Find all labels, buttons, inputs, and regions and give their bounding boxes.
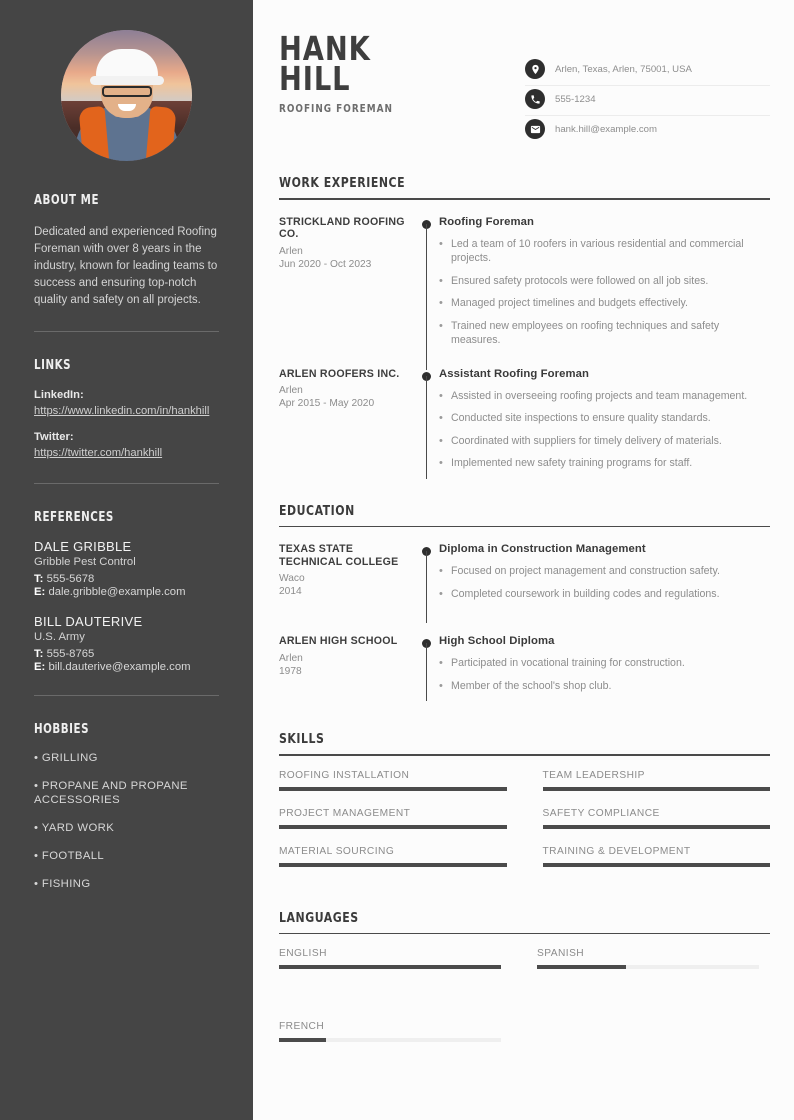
reference-email [34,661,219,673]
list-item: • PROPANE AND PROPANE ACCESSORIES [34,780,188,806]
references-heading: REFERENCES [34,510,114,525]
contact-row-address [525,56,770,86]
links-heading: LINKS [34,358,72,373]
email-label: E: [34,586,46,598]
entry-left [279,216,417,356]
work-entry [279,216,770,356]
photo-vest-left [79,106,110,161]
languages-section [279,910,770,1059]
list-item [439,564,770,579]
address-text: Arlen, Texas, Arlen, 75001, USA [555,63,692,75]
skills-column-right [543,770,771,884]
bullet-icon: • [439,319,443,332]
header [279,29,770,145]
language-bar-fill [537,965,626,969]
list-item: • GRILLING [34,752,98,764]
language-label: FRENCH [279,1021,325,1033]
work-entry [279,368,770,479]
phone-text: 555-1234 [555,93,596,105]
language-item [537,948,759,969]
skill-bar [543,787,771,791]
timeline [417,368,439,479]
job-title: ROOFING FOREMAN [279,102,393,115]
link-label: Twitter: [34,431,74,443]
phone-value: 555-8765 [46,648,95,660]
bullet-icon: • [439,457,443,470]
skills-heading: SKILLS [279,731,325,748]
school-name: TEXAS STATE TECHNICAL COLLEGE [279,543,399,568]
bullet-list [439,389,770,471]
skill-label: MATERIAL SOURCING [279,845,395,857]
entry-right [439,635,770,701]
graduation-year: 1978 [279,665,302,677]
divider [34,483,219,484]
list-item: • FISHING [34,878,91,890]
contact-row-email [525,116,770,145]
list-item [439,456,770,471]
link-item-linkedin [34,388,219,419]
skills-grid [279,770,770,884]
skill-bar [279,825,507,829]
language-bar [537,965,759,969]
hobby-label: FISHING [41,878,91,890]
language-bar-fill [279,965,501,969]
education-entry [279,543,770,609]
bullet-list [439,237,770,348]
bullet-text: Trained new employees on roofing techniques and safety measures. [451,319,720,347]
skill-label: TRAINING & DEVELOPMENT [542,845,691,857]
phone-value: 555-5678 [46,573,95,585]
about-me-heading: ABOUT ME [34,193,100,208]
job-role: Assistant Roofing Foreman [439,367,589,380]
bullet-icon: • [439,412,443,425]
skill-item [543,808,771,829]
language-label: SPANISH [537,948,585,960]
bullet-icon: • [439,237,443,250]
bullet-text: Led a team of 10 roofers in various residential and commercial projects. [451,237,744,265]
glasses-icon [102,86,152,97]
degree-title: Diploma in Construction Management [439,543,646,556]
entry-left [279,543,417,609]
link-item-twitter [34,430,219,461]
work-experience-section [279,175,770,479]
school-name: ARLEN HIGH SCHOOL [279,635,398,648]
entry-left [279,635,417,701]
language-bar-fill [279,1038,326,1042]
skill-item [279,808,507,829]
employer-location: Arlen [279,245,303,257]
bullet-text: Member of the school's shop club. [451,679,612,692]
school-location: Waco [279,573,305,585]
hobbies-section [34,722,219,891]
job-role: Roofing Foreman [439,215,535,228]
phone-label: T: [34,573,44,585]
employer-name: STRICKLAND ROOFING CO. [279,215,405,241]
email-value: dale.gribble@example.com [48,586,186,598]
language-bar [279,965,501,969]
avatar [61,30,192,161]
skill-bar-fill [279,825,507,829]
bullet-icon: • [439,297,443,310]
list-item [439,411,770,426]
link-label: LinkedIn: [34,389,84,401]
bullet-icon: • [439,657,443,670]
divider [279,754,770,756]
hobby-label: PROPANE AND PROPANE ACCESSORIES [34,780,188,806]
about-me-section [34,193,219,332]
bullet-list [439,656,770,693]
link-url-linkedin[interactable]: https://www.linkedin.com/in/hankhill [34,404,210,417]
photo-vest-right [146,106,177,161]
divider [34,331,219,332]
education-entry [279,635,770,701]
timeline-line [426,643,427,701]
skill-bar-fill [279,863,507,867]
reference-name: BILL DAUTERIVE [34,614,143,629]
list-item [439,319,770,348]
skills-column-left [279,770,507,884]
list-item [439,656,770,671]
about-me-text: Dedicated and experienced Roofing Foreman with over 8 years in the industry, known for leading teams to success and ensuring top-notch quality and safety on all projects. [34,226,218,306]
divider [279,198,770,200]
skill-bar [279,787,507,791]
list-item: • YARD WORK [34,822,115,834]
bullet-icon: • [439,434,443,447]
profile-photo-wrap [34,0,219,161]
email-text: hank.hill@example.com [555,123,657,135]
skill-item [543,846,771,867]
list-item [439,237,770,266]
email-label: E: [34,661,46,673]
list-item [439,679,770,694]
languages-grid [279,948,770,1058]
bullet-text: Focused on project management and construction safety. [451,565,720,578]
list-item [439,587,770,602]
skills-section [279,731,770,884]
entry-right [439,543,770,609]
timeline [417,543,439,609]
skill-item [279,846,507,867]
education-section [279,503,770,702]
education-heading: EDUCATION [279,502,355,519]
skill-item [543,770,771,791]
bullet-icon: • [439,389,443,402]
list-item [439,296,770,311]
bullet-text: Managed project timelines and budgets effectively. [451,297,688,310]
language-bar [279,1038,501,1042]
bullet-icon: • [439,565,443,578]
bullet-text: Assisted in overseeing roofing projects and team management. [451,389,748,402]
skill-item [279,770,507,791]
reference-item [34,539,219,598]
language-item [279,1021,501,1042]
last-name: HILL [279,59,351,98]
main-content [253,0,794,1120]
reference-phone [34,573,219,585]
link-url-twitter[interactable]: https://twitter.com/hankhill [34,446,163,459]
hobbies-heading: HOBBIES [34,722,90,737]
bullet-text: Completed coursework in building codes and regulations. [451,587,720,600]
skill-label: SAFETY COMPLIANCE [542,807,660,819]
hard-hat-brim [90,76,164,85]
bullet-text: Ensured safety protocols were followed on all job sites. [451,274,709,287]
envelope-icon [525,119,545,139]
spacer [34,419,219,430]
degree-title: High School Diploma [439,635,555,648]
entry-right [439,216,770,356]
bullet-icon: • [439,679,443,692]
list-item [439,389,770,404]
bullet-text: Implemented new safety training programs for staff. [451,457,693,470]
timeline-line [426,376,427,479]
divider [279,933,770,935]
language-spacer [537,1021,759,1042]
employment-dates: Jun 2020 - Oct 2023 [279,258,372,270]
hobby-label: YARD WORK [41,822,115,834]
skill-label: ROOFING INSTALLATION [279,769,410,781]
skill-bar-fill [543,825,771,829]
phone-label: T: [34,648,44,660]
location-pin-icon [525,59,545,79]
skill-bar [543,863,771,867]
hobby-label: FOOTBALL [41,850,105,862]
graduation-year: 2014 [279,586,302,598]
hobby-label: GRILLING [41,752,98,764]
reference-email [34,586,219,598]
phone-icon [525,89,545,109]
employer-location: Arlen [279,385,303,397]
list-item [439,434,770,449]
timeline [417,216,439,356]
list-item: • FOOTBALL [34,850,105,862]
contact-list [525,56,770,145]
list-item [439,274,770,289]
divider [34,695,219,696]
links-section [34,358,219,484]
bullet-text: Coordinated with suppliers for timely delivery of materials. [451,434,722,447]
bullet-list [439,564,770,601]
entry-right [439,368,770,479]
first-name: HANK [279,29,371,68]
name-block [279,29,406,115]
work-experience-heading: WORK EXPERIENCE [279,175,406,191]
employment-dates: Apr 2015 - May 2020 [279,398,375,410]
skill-label: TEAM LEADERSHIP [542,769,645,781]
entry-left [279,368,417,479]
references-section [34,510,219,696]
skill-bar [543,825,771,829]
reference-item [34,614,219,673]
skill-bar-fill [543,787,771,791]
language-label: ENGLISH [279,948,327,960]
bullet-icon: • [439,274,443,287]
divider [279,526,770,528]
languages-heading: LANGUAGES [279,909,359,926]
timeline-line [426,224,427,370]
employer-name: ARLEN ROOFERS INC. [279,367,400,380]
contact-row-phone [525,86,770,116]
reference-org: Gribble Pest Control [34,556,136,568]
reference-name: DALE GRIBBLE [34,539,132,554]
language-item [279,948,501,969]
reference-org: U.S. Army [34,631,85,643]
reference-phone [34,648,219,660]
skill-label: PROJECT MANAGEMENT [279,807,411,819]
sidebar [0,0,253,1120]
email-value: bill.dauterive@example.com [48,661,191,673]
bullet-text: Participated in vocational training for construction. [451,657,685,670]
school-location: Arlen [279,652,303,664]
timeline [417,635,439,701]
skill-bar [279,863,507,867]
skill-bar-fill [543,863,771,867]
timeline-line [426,551,427,623]
skill-bar-fill [279,787,507,791]
bullet-text: Conducted site inspections to ensure quality standards. [451,412,711,425]
bullet-icon: • [439,587,443,600]
